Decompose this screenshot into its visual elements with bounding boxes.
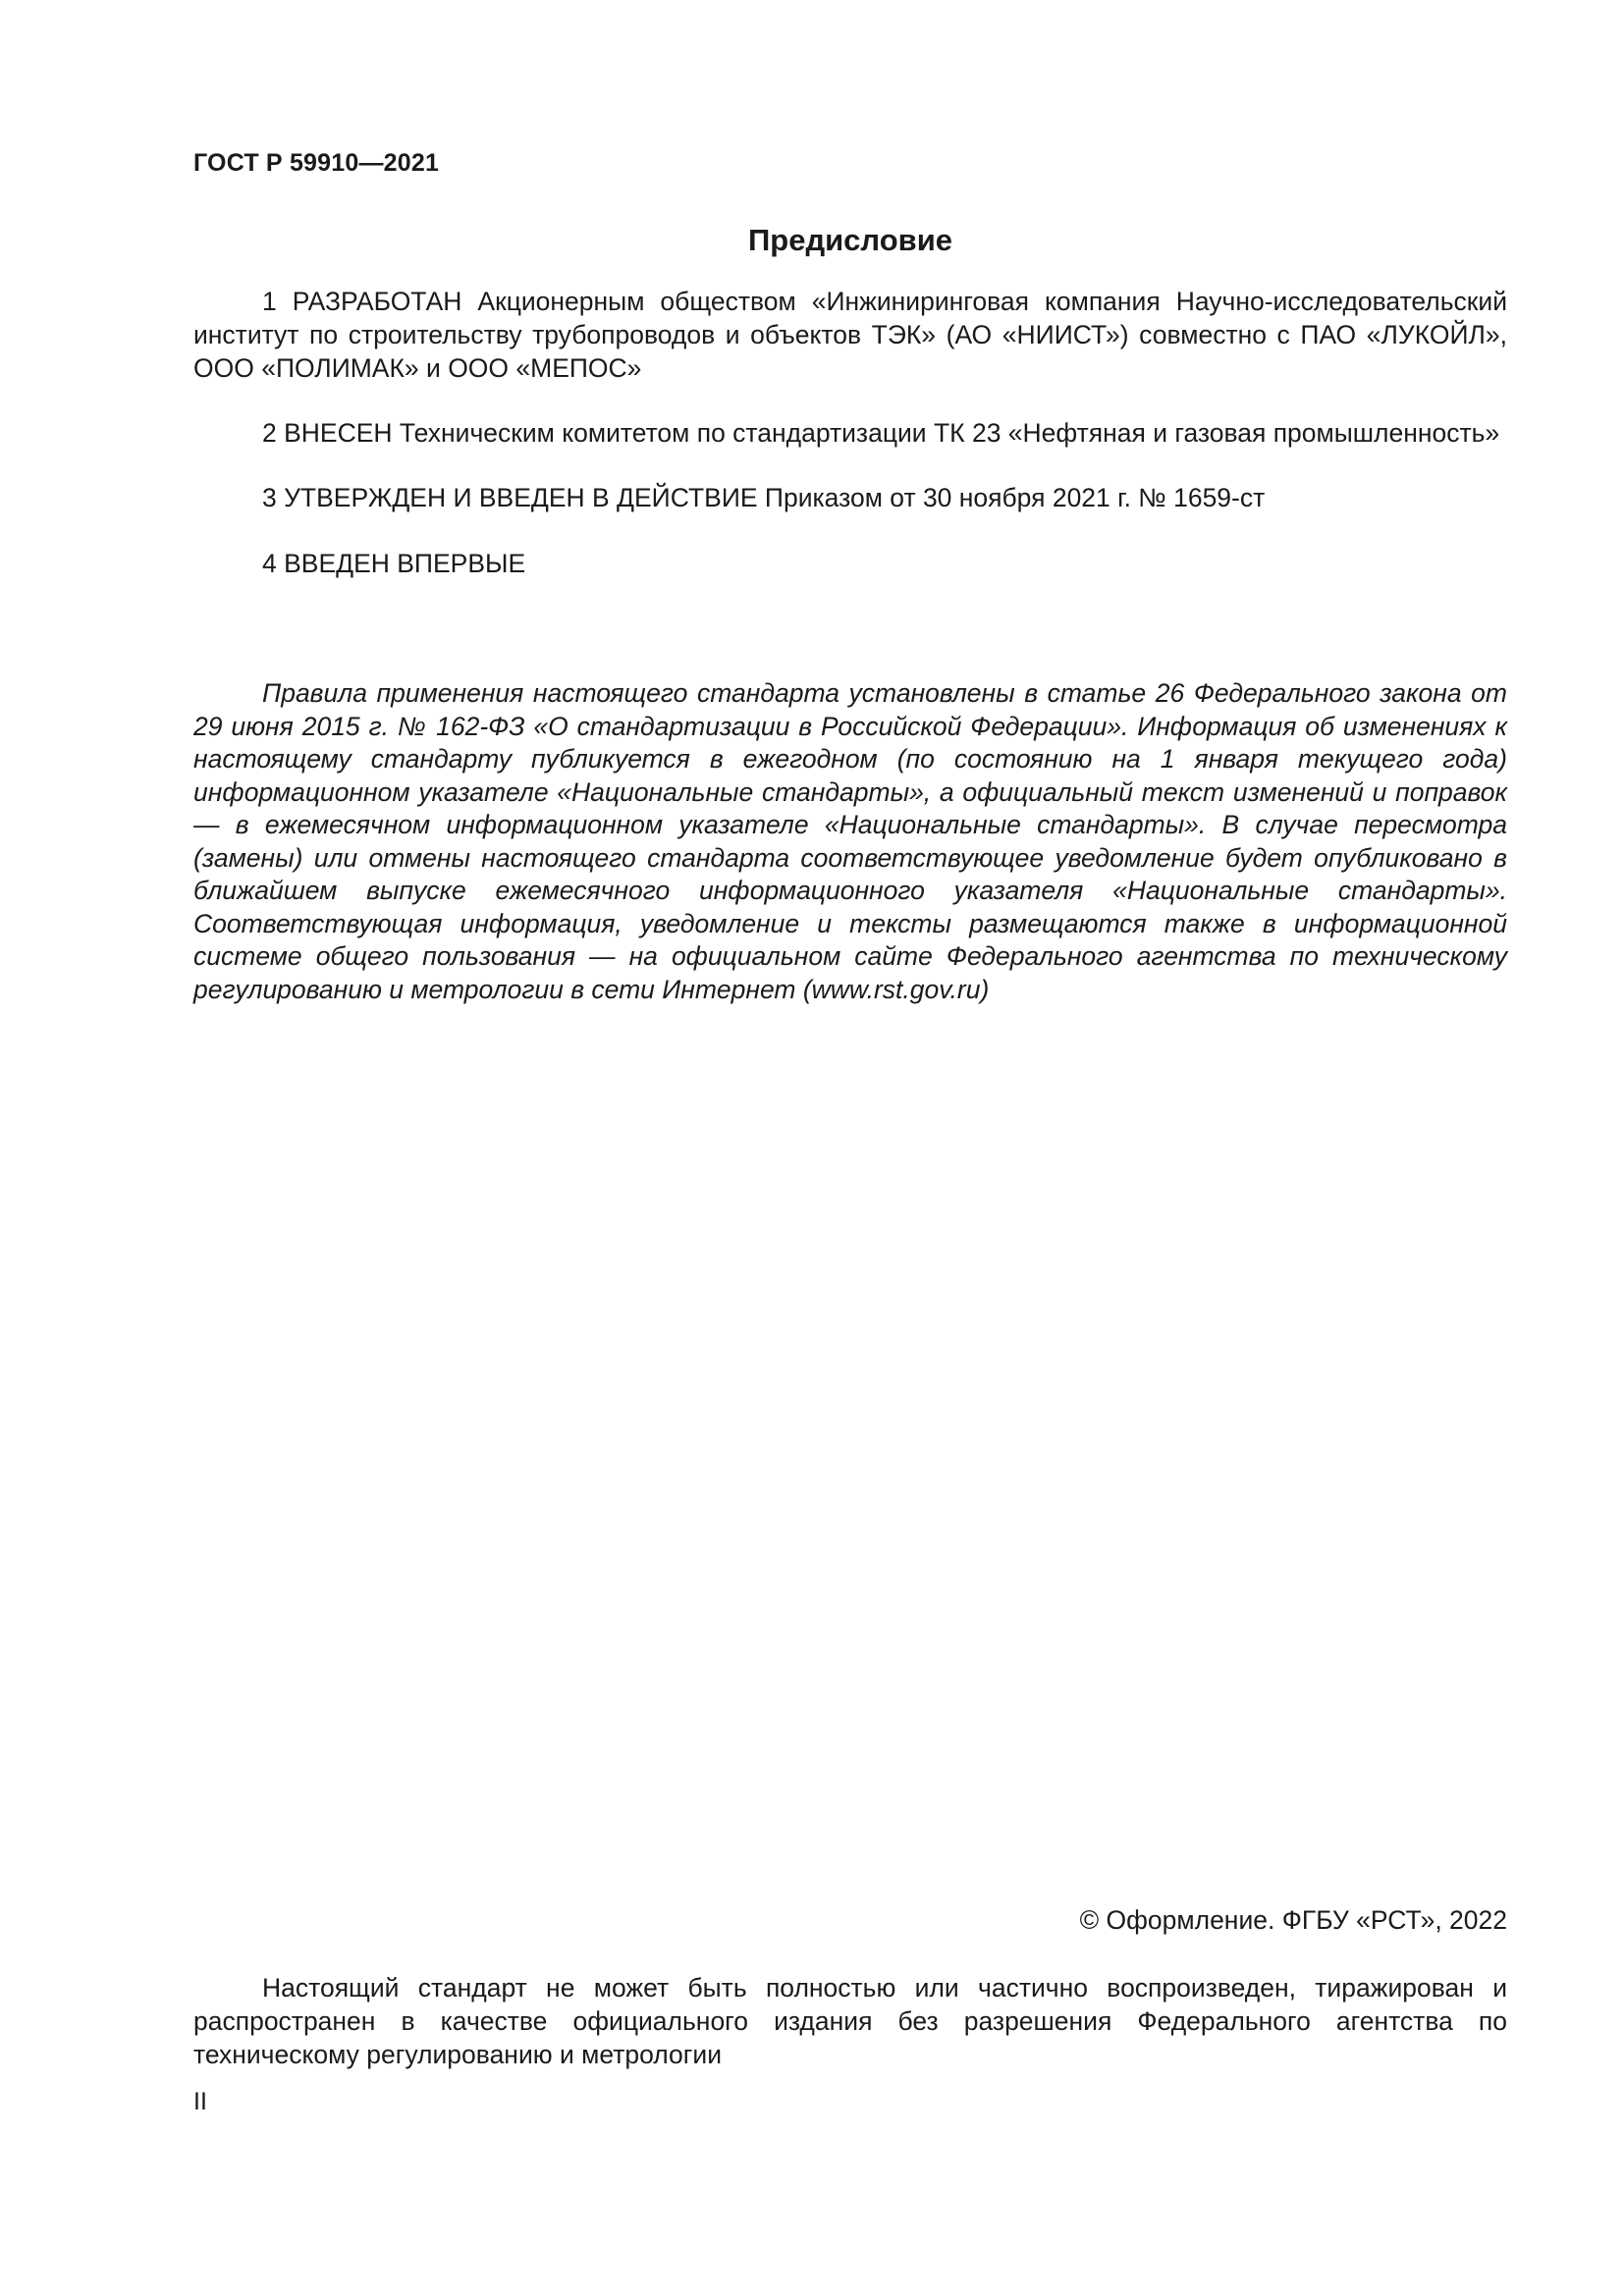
- page-number: II: [193, 2088, 207, 2115]
- foreword-title: Предисловие: [747, 223, 952, 257]
- copyright-line: © Оформление. ФГБУ «РСТ», 2022: [1079, 1905, 1507, 1935]
- reproduction-notice: Настоящий стандарт не может быть полностью или частично воспроизведен, тиражирован и распространен в качестве официального издания без разрешения Федерального агентства по техническому регулированию и метрологии: [193, 1973, 1507, 2069]
- foreword-item-developed: 1 РАЗРАБОТАН Акционерным обществом «Инжиниринговая компания Научно-исследовательский институт по строительству трубопроводов и объектов ТЭК» (АО «НИИСТ») совместно с ПАО «ЛУКОЙЛ», ООО «ПОЛИМАК» и ООО «МЕПОС»: [193, 287, 1507, 383]
- foreword-item-introduced: 2 ВНЕСЕН Техническим комитетом по стандартизации ТК 23 «Нефтяная и газовая промышленность»: [262, 418, 1500, 448]
- document-code: ГОСТ Р 59910—2021: [193, 149, 440, 177]
- foreword-item-first-edition: 4 ВВЕДЕН ВПЕРВЫЕ: [262, 549, 526, 578]
- foreword-item-approved: 3 УТВЕРЖДЕН И ВВЕДЕН В ДЕЙСТВИЕ Приказом от 30 ноября 2021 г. № 1659-ст: [262, 483, 1266, 512]
- application-rules-text: Правила применения настоящего стандарта установлены в статье 26 Федерального закона от 29 июня 2015 г. № 162-ФЗ «О стандартизации в Российской Федерации». Информация об изменениях к настоящему стандарту публикуется в ежегодном (по состоянию на 1 января текущего года) информационном указателе «Национальные стандарты», а официальный текст изменений и поправок — в ежемесячном информационном указателе «Национальные стандарты». В случае пересмотра (замены) или отмены настоящего стандарта соответствующее уведомление будет опубликовано в ближайшем выпуске ежемесячного информационного указателя «Национальные стандарты». Соответствующая информация, уведомление и тексты размещаются также в информационной системе общего пользования — на официальном сайте Федерального агентства по техническому регулированию и метрологии в сети Интернет (www.rst.gov.ru): [193, 678, 1507, 1004]
